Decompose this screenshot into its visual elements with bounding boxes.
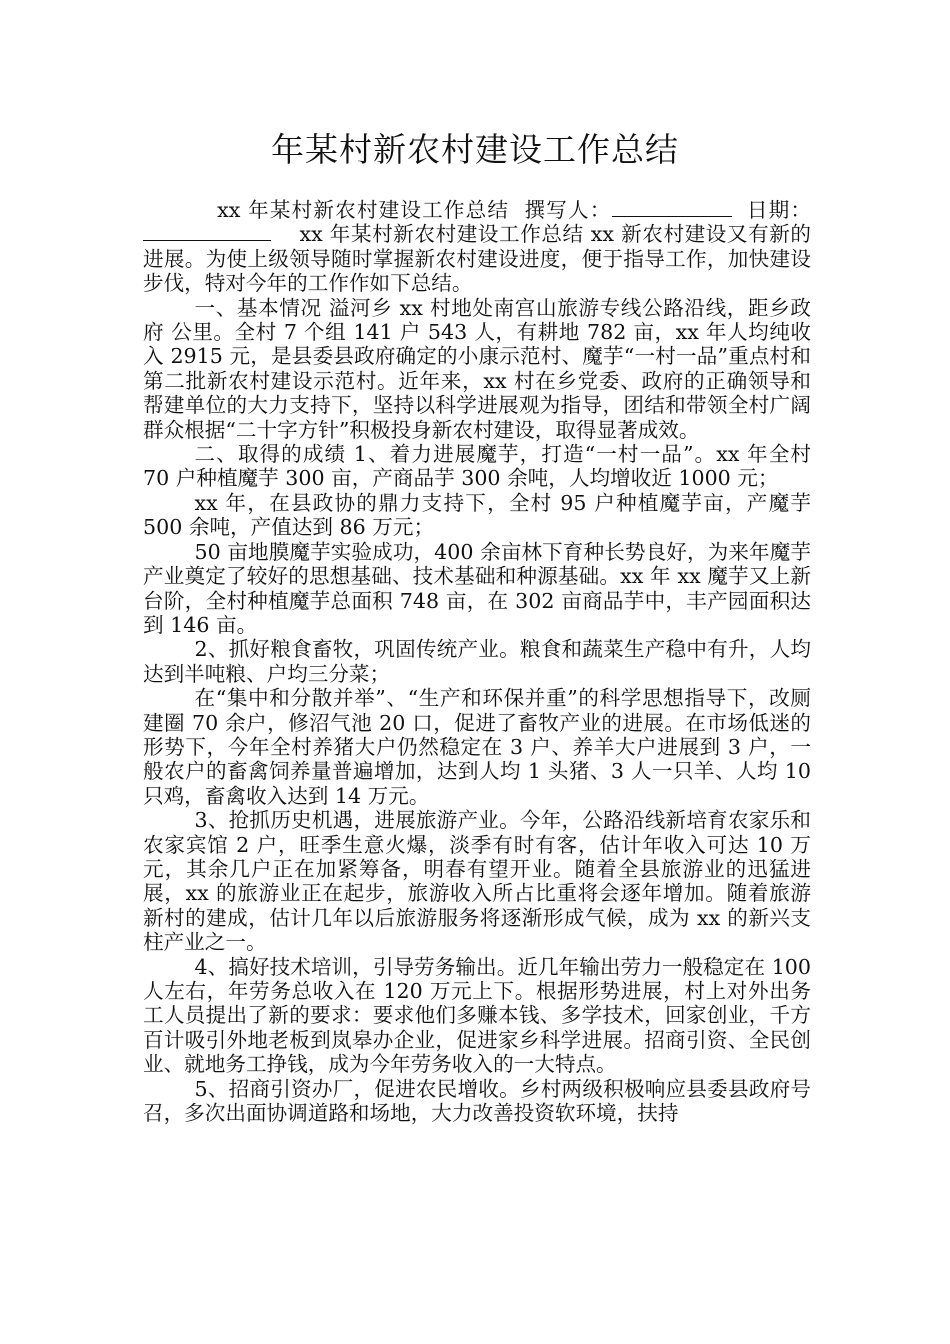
paragraph-achievements: 二、取得的成绩 1、着力进展魔芋，打造“一村一品”。xx 年全村 70 户种植魔芋 300 亩，产商品芋 300 余吨，人均增收近 1000 元； — [143, 442, 811, 491]
paragraph-animal-husbandry: 在“集中和分散并举”、“生产和环保并重”的科学思想指导下，改厕建圈 70 余户，修沼气池 20 口，促进了畜牧产业的进展。在市场低迷的形势下，今年全村养猪大户仍然稳定在 3 户、养羊大户进展到 3 户，一般农户的畜禽饲养量普遍增加，达到人均 1 头猪、3 人一只羊、人均 10 只鸡，畜禽收入达到 14 万元。 — [143, 686, 811, 808]
paragraph-investment: 5、招商引资办厂，促进农民增收。乡村两级积极响应县委县政府号召，多次出面协调道路和场地，大力改善投资软环境，扶持 — [143, 1076, 811, 1126]
paragraph-konjac-planting: xx 年，在县政协的鼎力支持下，全村 95 户种植魔芋亩，产魔芋 500 余吨，产值达到 86 万元； — [143, 490, 811, 540]
paragraph-basic-situation: 一、基本情况 溢河乡 xx 村地处南宫山旅游专线公路沿线，距乡政府 公里。全村 7 个组 141 户 543 人，有耕地 782 亩，xx 年人均纯收入 2915 元，是县委县政府确定的小康示范村、魔芋“一村一品”重点村和第二批新农村建设示范村。近年来，xx 村在乡党委、政府的正确领导和帮建单位的大力支持下，坚持以科学进展观为指导，团结和带领全村广阔群众根据“二十字方针”积极投身新农村建设，取得显著成效。 — [143, 295, 811, 442]
date-blank — [143, 222, 271, 241]
header-doc-title: xx 年某村新农村建设工作总结 — [217, 198, 510, 222]
date-label: 日期： — [746, 198, 811, 222]
paragraph-labor-export: 4、搞好技术培训，引导劳务输出。近几年输出劳力一般稳定在 100 人左右，年劳务总收入在 120 万元上下。根据形势进展，村上对外出务工人员提出了新的要求：要求他们多赚本钱、多学技术，回家创业，千方百计吸引外地老板到岚皋办企业，促进家乡科学进展。招商引资、全民创业、就地务工挣钱，成为今年劳务收入的一大特点。 — [143, 954, 811, 1077]
header-intro: xx 年某村新农村建设工作总结 xx 新农村建设又有新的进展。为使上级领导随时掌握新农村建设进度，便于指导工作，加快建设步伐，特对今年的工作作如下总结。 — [143, 222, 812, 296]
author-blank — [612, 198, 732, 217]
paragraph-konjac-trial: 50 亩地膜魔芋实验成功，400 余亩林下育种长势良好，为来年魔芋产业奠定了较好的思想基础、技术基础和种源基础。xx 年 xx 魔芋又上新台阶，全村种植魔芋总面积 748 亩，在 302 亩商品芋中，丰产园面积达到 146 亩。 — [143, 539, 811, 637]
document-body — [143, 198, 811, 1125]
document-title: 年某村新农村建设工作总结 — [271, 130, 679, 169]
paragraph-grain-livestock: 2、抓好粮食畜牧，巩固传统产业。粮食和蔬菜生产稳中有升，人均达到半吨粮、户均三分菜； — [143, 637, 811, 686]
header-paragraph — [143, 198, 811, 296]
paragraph-tourism: 3、抢抓历史机遇，进展旅游产业。今年，公路沿线新培育农家乐和农家宾馆 2 户，旺季生意火爆，淡季有时有客，估计年收入可达 10 万元，其余几户正在加紧筹备，明春有望开业。随着全县旅游业的迅猛进展，xx 的旅游业正在起步，旅游收入所占比重将会逐年增加。随着旅游新村的建成，估计几年以后旅游服务将逐渐形成气候，成为 xx 的新兴支柱产业之一。 — [143, 808, 811, 955]
author-label: 撰写人： — [524, 198, 612, 222]
